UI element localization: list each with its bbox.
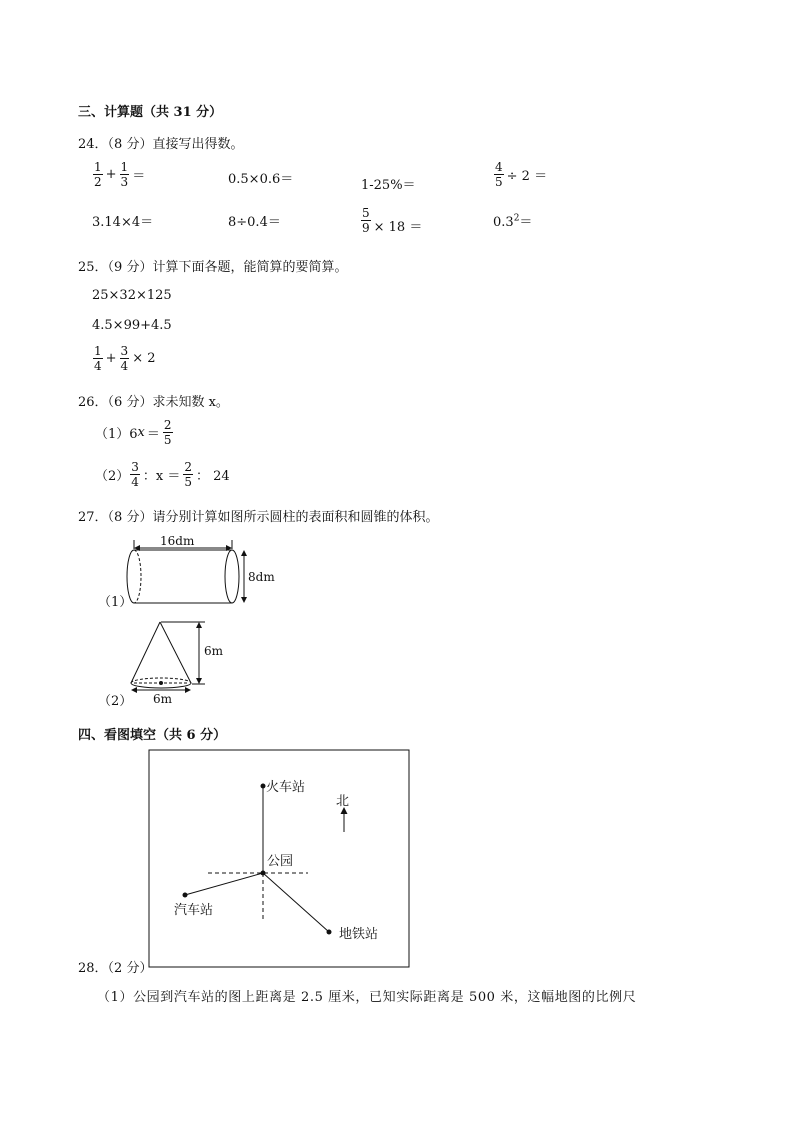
q24-r2c4: $0.3^2=$ [493,213,533,230]
bus-station-label: 汽车站 [174,903,214,918]
map-figure [148,749,412,971]
cylinder-figure [120,530,290,615]
q24-r1c1: $\frac{1}{2}$ + $\frac{1}{3}$ ＝ [94,160,146,189]
q26-header: 26．（6 分）求未知数 x。 [78,395,229,410]
q24-r2c1: 3.14×4＝ [92,215,154,230]
q24-r1c2: 0.5×0.6＝ [228,172,294,187]
q28-sub1: （1）公园到汽车站的图上距离是 2.5 厘米，已知实际距离是 500 米，这幅地图的比例尺 [97,990,637,1005]
park-label: 公园 [267,854,294,869]
q24-r1c4: $\frac{4}{5}$ ÷ 2 ＝ [495,160,548,189]
q24-header: 24．（8 分）直接写出得数。 [78,137,244,152]
q27-fig2-label: （2） [98,694,133,709]
section-3-title: 三、计算题（共 31 分） [78,105,223,120]
q25-expr-3: $\frac{1}{4}$ + $\frac{3}{4}$ × 2 [94,344,156,373]
cylinder-length-label: 16dm [160,534,195,548]
q24-r1c3: 1-25%＝ [361,178,416,193]
q27-header: 27．（8 分）请分别计算如图所示圆柱的表面积和圆锥的体积。 [78,510,439,525]
north-label: 北 [336,794,350,809]
cone-figure [120,616,240,706]
q25-expr-1: 25×32×125 [92,288,172,303]
q28-header: 28．（2 分） [78,961,153,976]
metro-station-label: 地铁站 [339,927,379,942]
q24-r2c3: $\frac{5}{9}$ × 18 ＝ [362,206,423,235]
cone-base-label: 6m [153,692,173,706]
section-4-title: 四、看图填空（共 6 分） [78,728,227,743]
q24-r2c2: 8÷0.4＝ [228,215,281,230]
q25-expr-2: 4.5×99+4.5 [92,318,172,333]
q26-part-2: （2） $\frac{3}{4}$ ：x ＝ $\frac{2}{5}$ ： 24 [95,460,230,489]
q26-part-1: （1）6 x ＝ $\frac{2}{5}$ [95,418,172,447]
q27-fig1-label: （1） [98,595,133,610]
train-station-label: 火车站 [266,780,306,795]
q25-header: 25．（9 分）计算下面各题，能简算的要简算。 [78,260,348,275]
cone-height-label: 6m [204,644,224,658]
cylinder-diameter-label: 8dm [248,570,275,584]
